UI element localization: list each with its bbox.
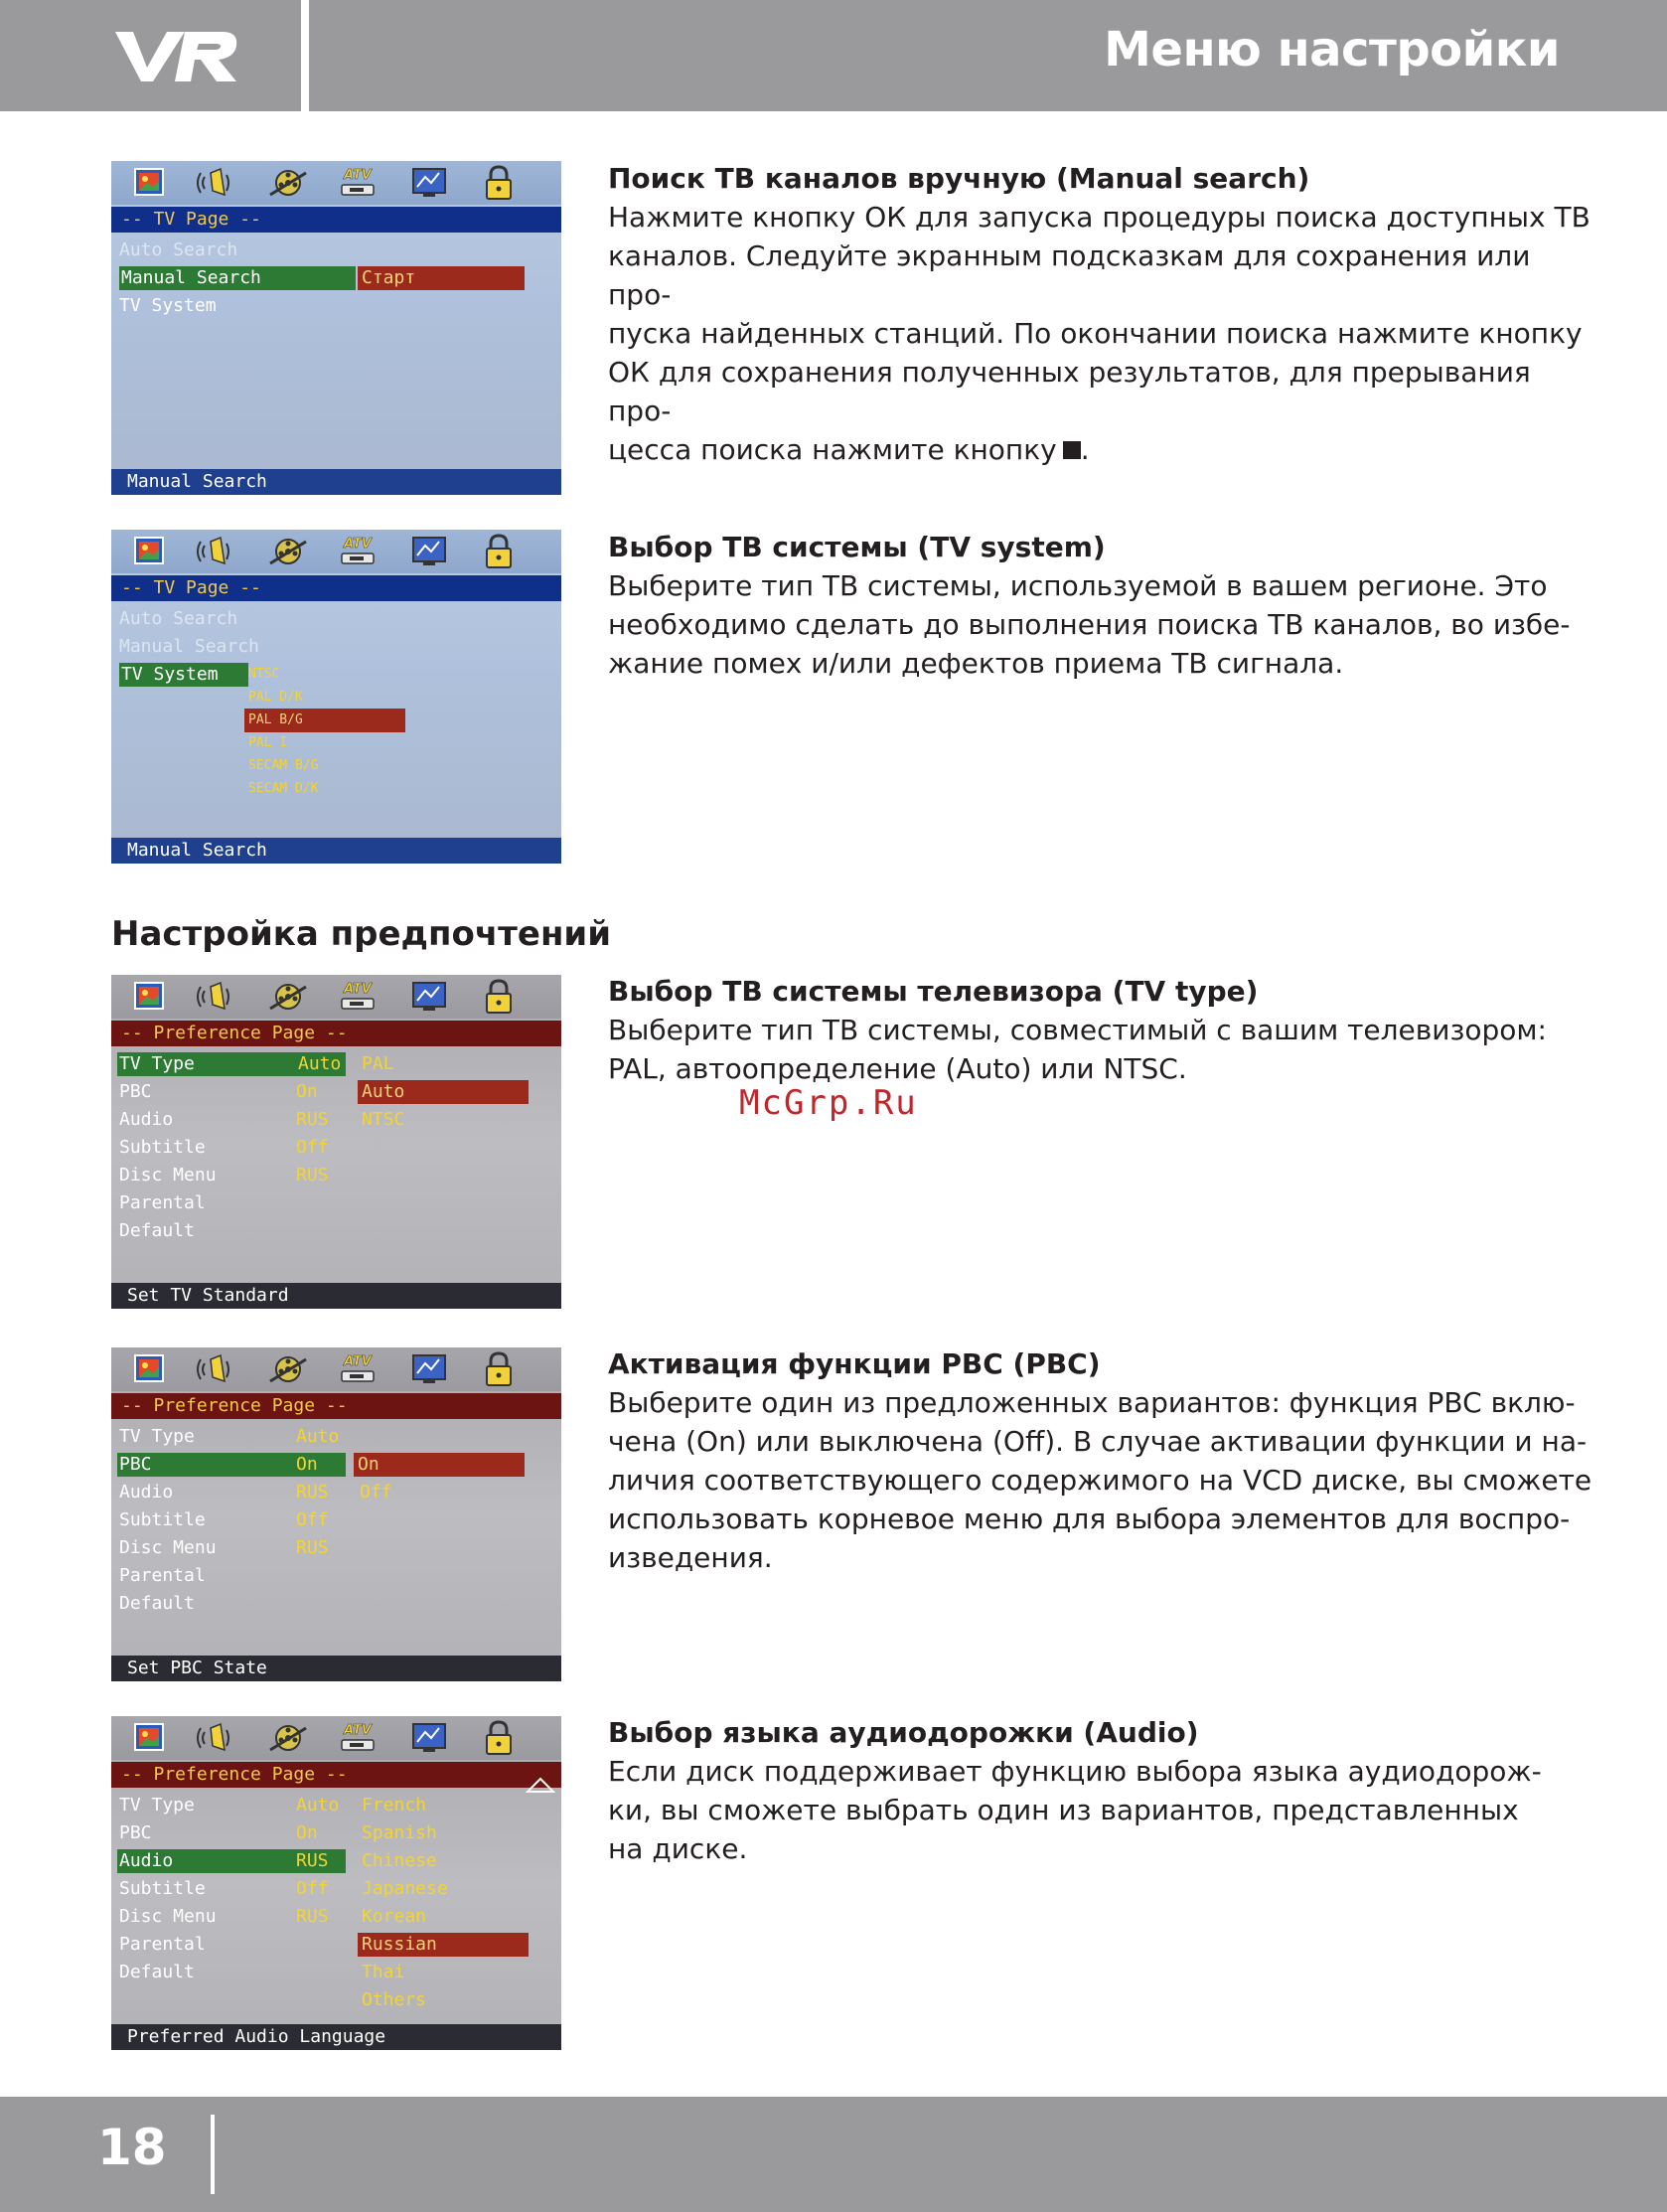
atv-icon [338, 1720, 378, 1756]
osd-option-others: Others [362, 1989, 427, 2010]
monitor-icon [409, 1720, 449, 1756]
osd-value-pbc: On [296, 1081, 318, 1102]
page-title: Меню настройки [1104, 22, 1560, 78]
osd-item-subtitle: Subtitle [119, 1509, 206, 1530]
header-title-bar [309, 0, 1667, 111]
osd-icon-bar [111, 530, 561, 573]
osd-item-tv-type: TV Type [119, 1795, 195, 1816]
svg-text:ATV: ATV [344, 982, 372, 997]
osd-option-ntsc: NTSC [248, 667, 280, 682]
osd-value-audio: RUS [296, 1482, 329, 1502]
osd-page-title: -- TV Page -- [111, 575, 561, 601]
section-title: Выбор языка аудиодорожки (Audio) [608, 1716, 1199, 1749]
text-line: ОК для сохранения полученных результатов, для прерывания про- [608, 356, 1531, 427]
osd-item-subtitle: Subtitle [119, 1878, 206, 1899]
osd-value-pbc: On [296, 1822, 318, 1843]
header-logo-bar [0, 0, 301, 111]
osd-value-disc-menu: RUS [296, 1537, 329, 1558]
preferences-heading: Настройка предпочтений [111, 914, 612, 954]
osd-item-parental: Parental [119, 1934, 206, 1955]
section-title: Выбор ТВ системы (TV system) [608, 531, 1106, 563]
lock-icon [479, 979, 519, 1015]
osd-option-secam-bg: SECAM B/G [248, 758, 319, 773]
osd-status-bar: Set PBC State [111, 1656, 561, 1681]
osd-option-pal-dk: PAL D/K [248, 690, 303, 705]
osd-item-disc-menu: Disc Menu [119, 1906, 217, 1927]
osd-option-korean: Korean [362, 1906, 427, 1927]
text-line: Выберите тип ТВ системы, используемой в вашем регионе. Это [608, 569, 1548, 602]
atv-icon [338, 979, 378, 1015]
monitor-icon [409, 534, 449, 569]
text-line: Выберите тип ТВ системы, совместимый с вашим телевизором: [608, 1014, 1547, 1046]
osd-item-default: Default [119, 1220, 195, 1241]
osd-value-audio: RUS [296, 1109, 329, 1130]
text-line: PAL, автоопределение (Auto) или NTSC. [608, 1052, 1187, 1085]
text-line: изведения. [608, 1541, 773, 1574]
osd-value-tv-type: Auto [298, 1053, 342, 1074]
osd-item-audio: Audio [117, 1849, 346, 1873]
osd-option-pal: PAL [362, 1053, 394, 1074]
osd-status-bar: Manual Search [111, 838, 561, 864]
osd-value-pbc: On [296, 1454, 318, 1475]
osd-item-pbc: PBC [117, 1453, 346, 1477]
osd-value-audio: RUS [296, 1850, 329, 1871]
osd-value-tv-type: Auto [296, 1426, 340, 1447]
osd-item-pbc: PBC [119, 1081, 152, 1102]
osd-item-disc-menu: Disc Menu [119, 1537, 217, 1558]
osd-option-secam-dk: SECAM D/K [248, 781, 319, 796]
film-icon [268, 165, 308, 201]
text-line: пуска найденных станций. По окончании поиска нажмите кнопку [608, 317, 1583, 350]
audio-icon [197, 534, 236, 569]
stop-icon [1063, 441, 1081, 459]
atv-icon [338, 534, 378, 569]
osd-item-parental: Parental [119, 1192, 206, 1213]
osd-value-disc-menu: RUS [296, 1165, 329, 1185]
film-icon [268, 979, 308, 1015]
osd-item-auto-search: Auto Search [119, 608, 238, 629]
text-line: жание помех и/или дефектов приема ТВ сигнала. [608, 647, 1344, 680]
audio-icon [197, 1351, 236, 1387]
osd-item-tv-type: TV Type [119, 1426, 195, 1447]
text-tail: . [1080, 433, 1090, 466]
osd-page-title: -- Preference Page -- [111, 1393, 561, 1419]
osd-tv-type-screen [111, 975, 561, 1309]
lock-icon [479, 534, 519, 569]
osd-icon-bar [111, 1347, 561, 1391]
text-line: использовать корневое меню для выбора элементов для воспро- [608, 1502, 1571, 1535]
vr-logo-icon [111, 26, 240, 85]
section-title: Активация функции PBC (PBC) [608, 1347, 1101, 1380]
text-line: необходимо сделать до выполнения поиска ТВ каналов, во избе- [608, 608, 1571, 641]
film-icon [268, 1351, 308, 1387]
osd-start-option: Старт [358, 266, 525, 290]
osd-icon-bar [111, 1716, 561, 1760]
text-line-last [608, 430, 1601, 469]
scroll-up-icon [526, 1776, 555, 1794]
page-number: 18 [97, 2119, 167, 2176]
text-line: Если диск поддерживает функцию выбора языка аудиодорож- [608, 1755, 1542, 1788]
picture-icon [129, 1720, 169, 1756]
osd-item-default: Default [119, 1593, 195, 1614]
picture-icon [129, 534, 169, 569]
section-tv-system [608, 528, 1601, 683]
osd-value-disc-menu: RUS [296, 1906, 329, 1927]
osd-item-disc-menu: Disc Menu [119, 1165, 217, 1185]
section-audio [608, 1713, 1601, 1868]
osd-option-chinese: Chinese [362, 1850, 437, 1871]
monitor-icon [409, 979, 449, 1015]
picture-icon [129, 979, 169, 1015]
osd-option-pal-i: PAL I [248, 735, 288, 750]
svg-text:ATV: ATV [344, 168, 372, 183]
text-line: Выберите один из предложенных вариантов: функция PBC вклю- [608, 1386, 1576, 1419]
osd-manual-search-screen [111, 161, 561, 495]
osd-item-audio: Audio [119, 1109, 174, 1130]
osd-tv-system-screen [111, 530, 561, 864]
osd-option-pal-bg: PAL B/G [244, 709, 405, 732]
osd-icon-bar [111, 161, 561, 205]
svg-text:ATV: ATV [344, 537, 372, 552]
section-manual-search [608, 159, 1601, 469]
osd-status-bar: Preferred Audio Language [111, 2024, 561, 2050]
svg-text:ATV: ATV [344, 1354, 372, 1369]
osd-page-title: -- Preference Page -- [111, 1021, 561, 1046]
audio-icon [197, 979, 236, 1015]
text-line: чена (On) или выключена (Off). В случае активации функции и на- [608, 1425, 1588, 1458]
osd-value-subtitle: Off [296, 1137, 329, 1158]
osd-item-auto-search: Auto Search [119, 239, 238, 260]
osd-option-ntsc: NTSC [362, 1109, 405, 1130]
monitor-icon [409, 1351, 449, 1387]
osd-option-spanish: Spanish [362, 1822, 437, 1843]
osd-item-default: Default [119, 1962, 195, 1982]
film-icon [268, 534, 308, 569]
section-title: Поиск ТВ каналов вручную (Manual search) [608, 162, 1310, 195]
osd-item-subtitle: Subtitle [119, 1137, 206, 1158]
osd-value-subtitle: Off [296, 1509, 329, 1530]
section-title: Выбор ТВ системы телевизора (TV type) [608, 975, 1259, 1008]
audio-icon [197, 1720, 236, 1756]
picture-icon [129, 165, 169, 201]
text-line: цесса поиска нажмите кнопку [608, 433, 1057, 466]
osd-status-bar: Manual Search [111, 469, 561, 495]
osd-item-manual-search: Manual Search [119, 636, 259, 657]
osd-option-japanese: Japanese [362, 1878, 448, 1899]
osd-item-tv-type: TV Type [117, 1052, 346, 1076]
atv-icon [338, 1351, 378, 1387]
osd-value-tv-type: Auto [296, 1795, 340, 1816]
lock-icon [479, 165, 519, 201]
footer-divider [211, 2115, 215, 2194]
osd-status-bar: Set TV Standard [111, 1283, 561, 1309]
osd-option-thai: Thai [362, 1962, 405, 1982]
text-line: ки, вы сможете выбрать один из вариантов, представленных [608, 1794, 1519, 1826]
osd-value-subtitle: Off [296, 1878, 329, 1899]
lock-icon [479, 1351, 519, 1387]
osd-page-title: -- TV Page -- [111, 207, 561, 233]
osd-item-pbc: PBC [119, 1822, 152, 1843]
audio-icon [197, 165, 236, 201]
osd-audio-screen [111, 1716, 561, 2050]
monitor-icon [409, 165, 449, 201]
text-line: каналов. Следуйте экранным подсказкам для сохранения или про- [608, 239, 1531, 311]
picture-icon [129, 1351, 169, 1387]
watermark: McGrp.Ru [739, 1083, 918, 1123]
osd-icon-bar [111, 975, 561, 1019]
film-icon [268, 1720, 308, 1756]
osd-item-manual-search: Manual Search [119, 266, 356, 290]
footer-bar [0, 2097, 1667, 2212]
osd-item-parental: Parental [119, 1565, 206, 1586]
osd-option-russian: Russian [358, 1933, 529, 1957]
osd-pbc-screen [111, 1347, 561, 1681]
osd-item-tv-system: TV System [119, 663, 248, 687]
section-tv-type [608, 972, 1601, 1088]
osd-option-french: French [362, 1795, 427, 1816]
atv-icon [338, 165, 378, 201]
lock-icon [479, 1720, 519, 1756]
osd-item-tv-system: TV System [119, 295, 217, 316]
svg-text:ATV: ATV [344, 1723, 372, 1738]
section-pbc [608, 1344, 1601, 1577]
text-line: личия соответствующего содержимого на VCD диске, вы сможете [608, 1464, 1592, 1497]
osd-option-auto: Auto [358, 1080, 529, 1104]
text-line: Нажмите кнопку ОК для запуска процедуры поиска доступных ТВ [608, 201, 1591, 234]
osd-page-title: -- Preference Page -- [111, 1762, 561, 1788]
text-line: на диске. [608, 1832, 748, 1865]
osd-option-on: On [354, 1453, 525, 1477]
osd-option-off: Off [360, 1482, 392, 1502]
osd-item-audio: Audio [119, 1482, 174, 1502]
